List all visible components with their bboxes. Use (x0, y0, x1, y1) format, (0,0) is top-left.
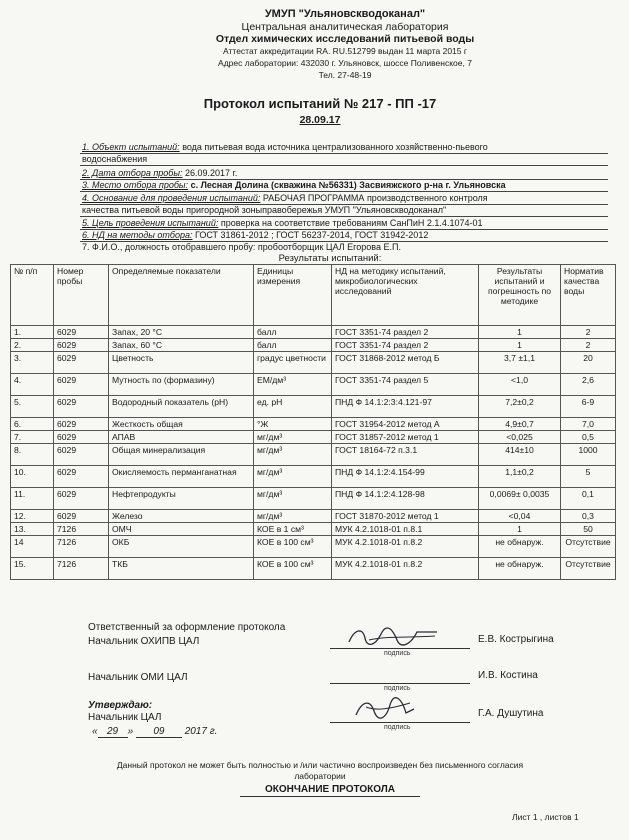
object-value: вода питьевая вода источника централизованного хозяйственно-пьевого (182, 142, 488, 152)
cell-num: 12. (11, 510, 54, 523)
cell-num: 6. (11, 418, 54, 431)
cell-sample: 6029 (54, 374, 109, 396)
table-row (11, 488, 616, 510)
cell-norm: 6-9 (561, 396, 616, 418)
cell-num: 4. (11, 374, 54, 396)
table-row (11, 536, 616, 558)
cell-num: 10. (11, 466, 54, 488)
results-table (10, 264, 616, 580)
object-label: 1. Объект испытаний: (82, 142, 180, 152)
table-row (11, 558, 616, 580)
table-row (11, 326, 616, 339)
signature-line (330, 683, 470, 684)
cell-method: ГОСТ 3351-74 раздел 5 (332, 374, 479, 396)
table-row (11, 418, 616, 431)
cell-result: 1 (479, 326, 561, 339)
cell-units: ЕМ/дм³ (254, 374, 332, 396)
cell-norm: 1000 (561, 444, 616, 466)
cell-indicator: АПАВ (109, 431, 254, 444)
cell-indicator: ОМЧ (109, 523, 254, 536)
cell-sample: 6029 (54, 396, 109, 418)
cell-units: мг/дм³ (254, 431, 332, 444)
note-line1: Данный протокол не может быть полностью и /или частично воспроизведен без письменного согласия (116, 760, 524, 770)
cell-norm: Отсутствие (561, 536, 616, 558)
cell-result: 414±10 (479, 444, 561, 466)
table-row (11, 510, 616, 523)
cell-units: мг/дм³ (254, 510, 332, 523)
sheet-counter: Лист 1 , листов 1 (512, 812, 579, 822)
cell-result: 1,1±0,2 (479, 466, 561, 488)
cell-num: 1. (11, 326, 54, 339)
cell-result: 4,9±0,7 (479, 418, 561, 431)
purpose-value: проверка на соответствие требованиям СанПиН 2.1.4.1074-01 (220, 218, 483, 228)
cell-sample: 6029 (54, 339, 109, 352)
responsible-line2: Начальник ОХИПВ ЦАЛ (88, 636, 200, 647)
cell-sample: 6029 (54, 444, 109, 466)
cell-norm: 0,1 (561, 488, 616, 510)
cell-result: <0,025 (479, 431, 561, 444)
sampler-value: пробоотборщик ЦАЛ Егорова Е.П. (257, 242, 401, 252)
cell-indicator: Водородный показатель (рН) (109, 396, 254, 418)
cell-units: градус цветности (254, 352, 332, 374)
cell-result: <0,04 (479, 510, 561, 523)
approve-day: 29 (98, 726, 128, 738)
sampling-nd-value: ГОСТ 31861-2012 ; ГОСТ 56237-2014, ГОСТ 31942-2012 (194, 230, 429, 240)
approve-month: 09 (136, 726, 182, 738)
sample-date-value: 26.09.2017 г. (185, 168, 238, 178)
cell-indicator: Нефтепродукты (109, 488, 254, 510)
basis-value: РАБОЧАЯ ПРОГРАММА производственного контроля (262, 193, 488, 203)
cell-indicator: ТКБ (109, 558, 254, 580)
cell-num: 13. (11, 523, 54, 536)
cell-result: 1 (479, 339, 561, 352)
cell-method: ПНД Ф 14.1:2:3:4.121-97 (332, 396, 479, 418)
note-line2: лаборатории (294, 771, 346, 781)
cell-sample: 6029 (54, 326, 109, 339)
purpose-label: 5. Цель проведения испытаний: (82, 218, 219, 228)
sample-place-label: 3. Место отбора пробы: (82, 180, 189, 190)
protocol-date: 28.09.17 (299, 114, 341, 126)
rule (80, 165, 608, 166)
rule (80, 153, 608, 154)
reproduction-note (80, 760, 560, 782)
cell-indicator: Общая минерализация (109, 444, 254, 466)
cell-indicator: Окисляемость перманганатная (109, 466, 254, 488)
cell-sample: 6029 (54, 466, 109, 488)
cell-method: ГОСТ 31857-2012 метод 1 (332, 431, 479, 444)
cell-indicator: Цветность (109, 352, 254, 374)
cell-sample: 6029 (54, 488, 109, 510)
table-row (11, 339, 616, 352)
cell-num: 14 (11, 536, 54, 558)
cell-units: КОЕ в 100 см³ (254, 536, 332, 558)
cell-units: мг/дм³ (254, 466, 332, 488)
info-sampler (82, 242, 401, 253)
cell-sample: 6029 (54, 431, 109, 444)
cell-indicator: Запах, 60 °С (109, 339, 254, 352)
cell-units: КОЕ в 1 см³ (254, 523, 332, 536)
col-header-sample: Номер пробы (54, 265, 109, 326)
cell-units: мг/дм³ (254, 488, 332, 510)
col-header-method: НД на методику испытаний, микробиологических исследований (332, 265, 479, 326)
approve-year: 2017 г. (184, 726, 218, 737)
sample-place-value: с. Лесная Долина (скважина №56331) Засвияжского р-на г. Ульяновска (190, 180, 506, 190)
cell-indicator: Железо (109, 510, 254, 523)
cell-method: ГОСТ 18164-72 п.3.1 (332, 444, 479, 466)
cell-method: ПНД Ф 14.1:2:4.128-98 (332, 488, 479, 510)
col-header-indicator: Определяемые показатели (109, 265, 254, 326)
cell-sample: 6029 (54, 510, 109, 523)
head-name: Г.А. Душутина (478, 708, 544, 719)
cell-result: не обнаруж. (479, 558, 561, 580)
table-row (11, 352, 616, 374)
info-basis (82, 193, 488, 204)
cell-norm: 7,0 (561, 418, 616, 431)
cell-method: МУК 4.2.1018-01 п.8.2 (332, 558, 479, 580)
signature-caption: подпись (384, 685, 411, 692)
cell-num: 7. (11, 431, 54, 444)
responsible-name: Е.В. Кострыгина (478, 634, 554, 645)
signature-kostrygina (345, 624, 445, 650)
cell-norm: 2 (561, 326, 616, 339)
cell-indicator: Запах, 20 °С (109, 326, 254, 339)
cell-result: 1 (479, 523, 561, 536)
cell-method: МУК 4.2.1018-01 п.8.2 (332, 536, 479, 558)
accreditation: Аттестат аккредитации RA. RU.512799 выдан 11 марта 2015 г (223, 46, 467, 56)
sample-date-label: 2. Дата отбора пробы: (82, 168, 183, 178)
col-header-num: № п/п (11, 265, 54, 326)
table-row (11, 396, 616, 418)
cell-result: не обнаруж. (479, 536, 561, 558)
cell-num: 11. (11, 488, 54, 510)
head-title: Начальник ЦАЛ (88, 712, 162, 723)
cell-sample: 7126 (54, 536, 109, 558)
cell-units: балл (254, 326, 332, 339)
cell-units: ед. рН (254, 396, 332, 418)
table-row (11, 466, 616, 488)
sampling-nd-label: 6. НД на методы отбора: (82, 230, 193, 240)
cell-norm: 0,5 (561, 431, 616, 444)
info-sample-date (82, 168, 237, 179)
signature-dushutina (350, 695, 420, 723)
cell-method: ГОСТ 3351-74 раздел 2 (332, 326, 479, 339)
cell-method: ГОСТ 31954-2012 метод А (332, 418, 479, 431)
omi-name: И.В. Костина (478, 670, 538, 681)
signature-caption: подпись (384, 724, 411, 731)
cell-units: балл (254, 339, 332, 352)
col-header-norm: Норматив качества воды (561, 265, 616, 326)
cell-norm: 2 (561, 339, 616, 352)
table-row (11, 431, 616, 444)
table-row (11, 444, 616, 466)
cell-sample: 6029 (54, 352, 109, 374)
info-purpose (82, 218, 482, 229)
table-row (11, 374, 616, 396)
cell-method: ГОСТ 31870-2012 метод 1 (332, 510, 479, 523)
info-object (82, 142, 488, 153)
cell-result: 3,7 ±1,1 (479, 352, 561, 374)
rule (80, 216, 608, 217)
cell-method: ГОСТ 31868-2012 метод Б (332, 352, 479, 374)
approve-label: Утверждаю: (88, 700, 153, 711)
cell-result: <1,0 (479, 374, 561, 396)
basis-value-2: качества питьевой воды пригородной зоныправобережья УМУП "Ульяновскводоканал" (82, 205, 447, 215)
cell-method: ГОСТ 3351-74 раздел 2 (332, 339, 479, 352)
lab-address: Адрес лаборатории: 432030 г. Ульяновск, шоссе Поливенское, 7 (218, 58, 472, 68)
cell-indicator: ОКБ (109, 536, 254, 558)
dept-name: Отдел химических исследований питьевой воды (215, 33, 475, 45)
signature-caption: подпись (384, 650, 411, 657)
cell-norm: 0,3 (561, 510, 616, 523)
cell-indicator: Мутность по (формазину) (109, 374, 254, 396)
lab-name: Центральная аналитическая лаборатория (241, 21, 449, 33)
cell-result: 0,0069± 0,0035 (479, 488, 561, 510)
rule (80, 191, 608, 192)
cell-num: 8. (11, 444, 54, 466)
table-header-row (11, 265, 616, 326)
info-sample-place (82, 180, 506, 191)
cell-norm: 50 (561, 523, 616, 536)
cell-num: 3. (11, 352, 54, 374)
info-sampling-nd (82, 230, 428, 241)
cell-units: мг/дм³ (254, 444, 332, 466)
cell-result: 7,2±0,2 (479, 396, 561, 418)
cell-units: КОЕ в 100 см³ (254, 558, 332, 580)
cell-norm: 20 (561, 352, 616, 374)
approve-date: « 29 » 09 2017 г. (92, 726, 218, 737)
cell-num: 5. (11, 396, 54, 418)
cell-sample: 7126 (54, 558, 109, 580)
end-of-protocol: ОКОНЧАНИЕ ПРОТОКОЛА (240, 784, 420, 797)
responsible-line1: Ответственный за оформление протокола (88, 622, 286, 633)
cell-sample: 7126 (54, 523, 109, 536)
cell-method: МУК 4.2.1018-01 п.8.1 (332, 523, 479, 536)
table-row (11, 523, 616, 536)
col-header-result: Результаты испытаний и погрешность по методике (479, 265, 561, 326)
cell-num: 2. (11, 339, 54, 352)
col-header-units: Единицы измерения (254, 265, 332, 326)
results-caption: Результаты испытаний: (278, 253, 382, 264)
cell-num: 15. (11, 558, 54, 580)
object-value-2: водоснабжения (82, 154, 148, 164)
cell-indicator: Жесткость общая (109, 418, 254, 431)
cell-sample: 6029 (54, 418, 109, 431)
cell-norm: 2,6 (561, 374, 616, 396)
omi-title: Начальник ОМИ ЦАЛ (88, 672, 188, 683)
org-name: УМУП "Ульяновскводоканал" (264, 8, 426, 20)
sampler-label: 7. Ф.И.О., должность отобравшего пробу: (82, 242, 256, 252)
results-body (11, 326, 616, 580)
cell-units: °Ж (254, 418, 332, 431)
basis-label: 4. Основание для проведения испытаний: (82, 193, 261, 203)
cell-method: ПНД Ф 14.1:2:4.154-99 (332, 466, 479, 488)
cell-norm: 5 (561, 466, 616, 488)
cell-norm: Отсутствие (561, 558, 616, 580)
protocol-title: Протокол испытаний № 217 - ПП -17 (203, 96, 437, 111)
phone: Тел. 27-48-19 (318, 70, 372, 80)
